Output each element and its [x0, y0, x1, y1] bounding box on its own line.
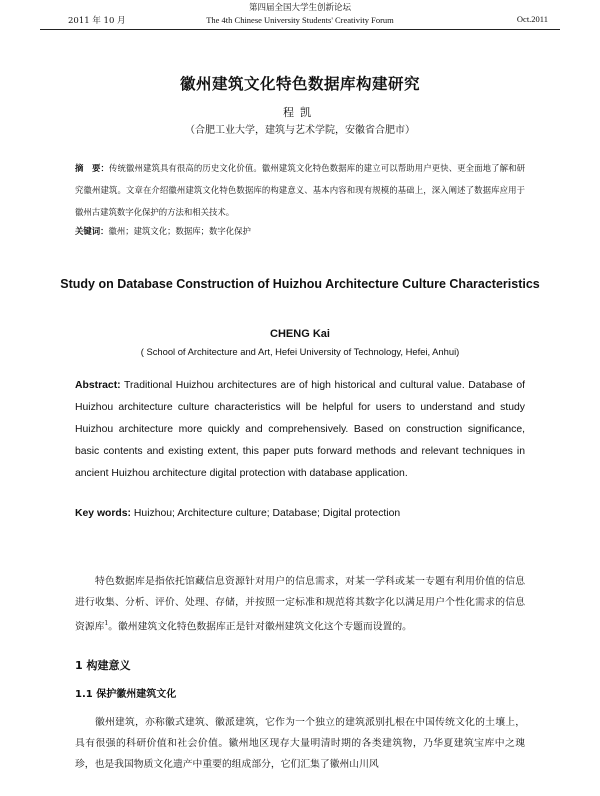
english-abstract: [75, 375, 525, 485]
section-heading-1-1: 1.1 保护徽州建筑文化: [75, 689, 177, 700]
section-heading-1: 1 构建意义: [75, 659, 131, 672]
header-forum: [40, 2, 560, 26]
header-forum-en: The 4th Chinese University Students' Creativity Forum: [206, 15, 394, 25]
english-author: CHENG Kai: [270, 328, 330, 340]
chinese-abstract: [75, 157, 525, 223]
running-header: [40, 2, 560, 28]
header-forum-cn: 第四届全国大学生创新论坛: [248, 3, 351, 13]
chinese-keywords: [75, 225, 525, 237]
header-rule: [40, 29, 560, 30]
english-affiliation: ( School of Architecture and Art, Hefei University of Technology, Hefei, Anhui): [140, 346, 460, 357]
chinese-abstract-label: 摘 要：: [75, 163, 109, 173]
header-date-en: Oct.2011: [516, 14, 548, 24]
intro-paragraph: [75, 571, 525, 637]
chinese-keywords-label: 关键词：: [75, 226, 109, 236]
intro-text: 特色数据库是指依托馆藏信息资源针对用户的信息需求，对某一学科或某一专题有利用价值的信息进行收集、分析、评价、处理、存储，并按照一定标准和规范将其数字化以满足用户个性化需求的信息资源库: [75, 576, 525, 633]
english-title: Study on Database Construction of Huizhou Architecture Culture Characteristics: [60, 277, 540, 291]
english-keywords-label: Key words:: [75, 508, 132, 519]
english-abstract-label: Abstract:: [75, 380, 121, 391]
english-keywords-text: Huizhou; Architecture culture; Database; Digital protection: [133, 508, 401, 519]
section-1-1-paragraph: 徽州建筑，亦称徽式建筑、徽派建筑，它作为一个独立的建筑派别扎根在中国传统文化的土壤上，具有很强的科研价值和社会价值。徽州地区现存大量明清时期的各类建筑物，乃华夏建筑宝库中之瑰珍，也是我国物质文化遗产中重要的组成部分，它们汇集了徽州山川风: [75, 717, 525, 770]
header-date-cn: 2011 年 10 月: [68, 16, 126, 26]
english-abstract-text: Traditional Huizhou architectures are of high historical and cultural value. Database of Huizhou architecture culture characteristics will be helpful for users to understand and study Huizhou architecture more quickly and comprehensively. Based on construction significance, basic contents and existing extent, this paper puts forward methods and relevant techniques in ancient Huizhou architecture digital protection with database application.: [75, 380, 525, 479]
chinese-abstract-text: 传统徽州建筑具有很高的历史文化价值。徽州建筑文化特色数据库的建立可以帮助用户更快、更全面地了解和研究徽州建筑。文章在介绍徽州建筑文化特色数据库的构建意义、基本内容和现有规模的基础上，深入阐述了数据库应用于徽州古建筑数字化保护的方法和相关技术。: [75, 163, 526, 217]
chinese-keywords-text: 徽州；建筑文化；数据库；数字化保护: [108, 226, 251, 236]
chinese-affiliation: （合肥工业大学，建筑与艺术学院，安徽省合肥市）: [185, 125, 415, 136]
chinese-author: 程凯: [283, 106, 317, 119]
english-keywords: [75, 508, 525, 519]
intro-citation: 1: [104, 620, 109, 627]
chinese-title: 徽州建筑文化特色数据库构建研究: [179, 75, 420, 93]
intro-tail: 。徽州建筑文化特色数据库正是针对徽州建筑文化这个专题而设置的。: [108, 621, 412, 633]
